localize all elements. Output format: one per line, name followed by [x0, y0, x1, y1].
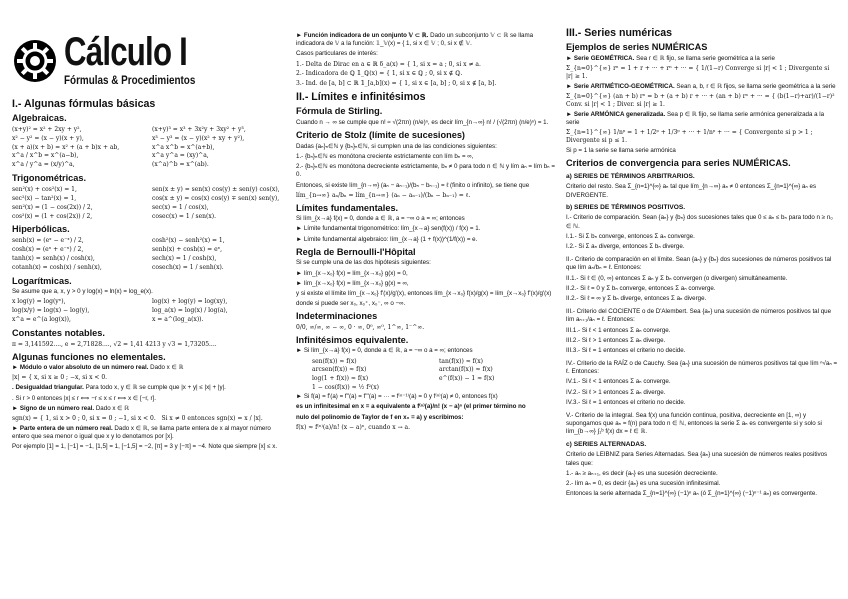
formula: sec(x) = 1 / cos(x),: [152, 203, 209, 211]
header: [12, 30, 284, 92]
leibniz-2: 1.- aₙ ≥ aₙ₊₁, es decir {aₙ} es una sucesión decreciente.: [566, 469, 718, 477]
comparison-1: I.- Criterio de comparación. Sean {aₙ} y {bₙ} dos sucesiones tales que 0 ≤ aₙ ≤ bₙ para todo n ≥ n₀ ∈ ℕ.: [566, 214, 833, 230]
triangle-title: . Desigualdad triangular.: [12, 384, 84, 392]
abs-definition: |x| = { x, si x ≥ 0 ; −x, si x < 0.: [12, 374, 108, 382]
formula: x log(y) = log(yˣ),: [12, 298, 66, 306]
hyperbolic-formulas: [12, 237, 284, 273]
heading-equivalent: Infinitésimos equivalente.: [296, 334, 409, 345]
heading-indeterminate: Indeterminaciones: [296, 311, 378, 322]
page-title: Cálculo I: [64, 29, 188, 74]
harmonic-title: ► Serie ARMÓNICA generalizada.: [566, 110, 666, 118]
heading-limits: II.- Límites e infinitésimos: [296, 91, 426, 104]
cauchy-4: IV.3.- Si ℓ = 1 entonces el criterio no decide.: [566, 398, 686, 406]
stolz-intro: Dadas {aₙ}ₙ∈ℕ y {bₙ}ₙ∈ℕ, si cumplen una de las condiciones siguientes:: [296, 142, 497, 150]
integer-part-title: ► Parte entera de un número real.: [12, 424, 113, 432]
formula: arcsen(f(x)) ≈ f(x): [312, 366, 367, 374]
formula: tan(f(x)) ≈ f(x): [439, 357, 483, 365]
indicator-text: Dado un subconjunto 𝕍 ⊂ ℝ se llama indicadora de 𝕍 a la función: 𝟙_𝕍(x) = { 1, si x ∈ 𝕍 ; 0, si x ∉ 𝕍.: [296, 32, 534, 48]
formula: cos(x ± y) = cos(x) cos(y) ∓ sen(x) sen(y),: [152, 194, 280, 202]
formula: cos²(x) = (1 + cos(2x)) / 2,: [12, 212, 93, 220]
heading-constants: Constantes notables.: [12, 328, 105, 339]
formula: x^a = e^(a log(x)),: [12, 316, 71, 324]
formula: cosh²(x) − senh²(x) = 1,: [152, 237, 225, 245]
heading-stolz: Criterio de Stolz (límite de sucesiones): [296, 130, 465, 141]
indicator-case: 2.- Indicadora de ℚ 𝟙_ℚ(x) = { 1, si x ∈ ℚ ; 0, si x ∉ ℚ.: [296, 70, 463, 78]
formula: 1 − cos(f(x)) ≈ ½ f²(x): [312, 384, 379, 392]
geometric-text: Sea r ∈ ℝ fijo, se llama serie geométrica a la serie: [636, 54, 776, 62]
heading-stirling: Fórmula de Stirling.: [296, 106, 383, 117]
formula: (x+y)³ = x³ + 3x²y + 3xy² + y³,: [152, 125, 246, 133]
fundamental-algebraic: ► Límite fundamental algebraico: lím_{x→a} (1 + f(x))^(1/f(x)) = e.: [296, 235, 478, 243]
dalembert-4: III.3.- Si ℓ = 1 entonces el criterio no decide.: [566, 346, 686, 354]
formula: cosh(x) = (eˣ + e⁻ˣ) / 2,: [12, 245, 84, 253]
formula: x^a / x^b = x^(a−b),: [12, 152, 79, 160]
taylor-line-1: ► Si f(a) = f'(a) = f''(a) = f'''(a) = ··· = f⁽ⁿ⁻¹⁾(a) = 0 y f⁽ⁿ⁾(a) ≠ 0, entonces f(x): [296, 393, 498, 401]
formula: sen²(x) + cos²(x) = 1,: [12, 185, 77, 193]
heading-series-examples: Ejemplos de series NUMÉRICAS: [566, 42, 708, 53]
indicator-title: ► Función indicadora de un conjunto 𝕍 ⊂ ℝ.: [296, 32, 429, 39]
indicator-case: 3.- Ind. de [a, b] ⊂ ℝ 𝟙_[a,b](x) = { 1, si x ∈ [a, b] ; 0, si x ∉ [a, b].: [296, 80, 497, 88]
gear-logo-icon: [12, 38, 58, 84]
heading-non-elementary: Algunas funciones no elementales.: [12, 351, 166, 362]
stolz-condition-2: 2.- {bₙ}ₙ∈ℕ es monótona decreciente estrictamente, bₙ ≠ 0 para todo n ∈ ℕ y lím aₙ = lím bₙ = 0.: [296, 163, 555, 179]
formula: log(x/y) = log(x) − log(y),: [12, 307, 90, 315]
heading-algebraic: Algebraicas.: [12, 113, 67, 124]
leibniz-4: Entonces la serie alternada Σ_{n=1}^{∞} (−1)ⁿ aₙ (ó Σ_{n=1}^{∞} (−1)ⁿ⁻¹ aₙ) es convergente.: [566, 490, 818, 498]
section-alternating: c) SERIES ALTERNADAS.: [566, 440, 647, 448]
formula: log(x) + log(y) = log(xy),: [152, 298, 228, 306]
abs-given: Dado x ∈ ℝ: [150, 364, 184, 372]
dalembert-3: III.2.- Si ℓ > 1 entonces Σ aₙ diverge.: [566, 336, 666, 344]
heading-series: III.- Series numéricas: [566, 27, 672, 39]
fundamental-intro: Si lím_{x→a} f(x) = 0, donde a ∈ ℝ, a = −∞ o a = ∞; entonces: [296, 215, 465, 223]
sign-title: ► Signo de un número real.: [12, 404, 95, 412]
limit-comparison-1: II.- Criterio de comparación en el límite. Sean {aₙ} y {bₙ} dos sucesiones de números positivos tal que lím aₙ/bₙ = ℓ. Entonces:: [566, 256, 832, 272]
formula: x^a x^b = x^(a+b),: [152, 143, 215, 151]
column-middle: [296, 8, 558, 595]
formula: cosec(x) = 1 / sen(x).: [152, 212, 216, 220]
taylor-line-2: es un infinitesimal en x = a equivalente a f⁽ⁿ⁾(a)/n! (x − a)ⁿ (el primer término no: [296, 403, 526, 411]
formula: (x+y)² = x² + 2xy + y²,: [12, 125, 82, 133]
heading-hyperbolic: Hiperbólicas.: [12, 224, 70, 235]
taylor-line-3: nulo del polinomio de Taylor de f en x₀ = a) y escribimos:: [296, 413, 464, 421]
comparison-2: I.1.- Si Σ bₙ converge, entonces Σ aₙ converge.: [566, 232, 695, 240]
stolz-result: lím_{n→∞} aₙ/bₙ = lím_{n→∞} (aₙ − aₙ₋₁)/(bₙ − bₙ₋₁) = ℓ.: [296, 191, 471, 199]
rest-criterion: Criterio del resto. Sea Σ_{n=1}^{∞} aₙ tal que lím_{n→∞} aₙ ≠ 0 entonces Σ_{n=1}^{∞} aₙ es DIVERGENTE.: [566, 183, 817, 199]
algebraic-formulas: [12, 126, 284, 171]
fundamental-trig: ► Límite fundamental trigonométrico: lím_{x→a} sen(f(x)) / f(x) = 1.: [296, 225, 481, 233]
dalembert-2: III.1.- Si ℓ < 1 entonces Σ aₙ converge.: [566, 326, 671, 334]
taylor-line-4: f(x) ≈ f⁽ⁿ⁾(a)/n! (x − a)ⁿ, cuando x → a.: [296, 423, 410, 431]
constants-text: π = 3,141592...., e = 2,71828...., √2 = 1,41 4213 y √3 = 1,73205....: [12, 340, 217, 348]
formula: x³ − y³ = (x − y)(x² + xy + y²),: [152, 134, 245, 142]
lhopital-note: donde si puede ser x₀, x₀⁺, x₀⁻, ∞ o −∞.: [296, 300, 406, 308]
integral-criterion: V.- Criterio de la integral. Sea f(x) una función continua, positiva, decreciente en [1, ∞) y supongamos que aₙ = f(n) para todo n ∈ ℕ, entonces la serie Σ aₙ es convergente si y solo si lím_{b→∞} ∫₁ᵇ f(x) dx = ℓ ∈ ℝ.: [566, 412, 822, 436]
comparison-3: I.2.- Si Σ aₙ diverge, entonces Σ bₙ diverge.: [566, 243, 685, 251]
indicator-case: 1.- Delta de Dirac en a ∈ ℝ δ_a(x) = { 1, si x = a ; 0, si x ≠ a.: [296, 60, 481, 68]
formula: sen(x ± y) = sen(x) cos(y) ± sen(y) cos(x),: [152, 185, 280, 193]
harmonic-note: Si p = 1 la serie se llama serie armónica: [566, 146, 676, 154]
integer-part-text: Dado x ∈ ℝ, se llama parte entera de x al mayor número entero que sea menor o igual que x y lo denotamos por [x].: [12, 424, 271, 440]
heading-basic-formulas: I.- Algunas fórmulas básicas: [12, 98, 156, 110]
log-formulas: [12, 298, 284, 325]
formula: log_a(x) = log(x) / log(a),: [152, 307, 228, 315]
indicator-cases: Casos particulares de interés:: [296, 50, 378, 58]
section-positive: b) SERIES DE TÉRMINOS POSITIVOS.: [566, 203, 686, 211]
log-intro: Se asume que a, x, y > 0 y log(x) = ln(x) = log_e(x).: [12, 288, 153, 296]
formula: sech(x) = 1 / cosh(x),: [152, 254, 217, 262]
cauchy-1: IV.- Criterio de la RAÍZ o de Cauchy. Sea {aₙ} una sucesión de números positivos tal que lím ⁿ√aₙ = ℓ. Entonces:: [566, 360, 838, 376]
formula: (x^a)^b = x^(ab).: [152, 161, 209, 169]
column-right: [566, 8, 838, 595]
geometric-formula: Σ_{n=0}^{∞} rⁿ = 1 + r + ··· + rⁿ + ··· = { 1/(1−r) Converge si |r| < 1 ; Divergente si |r| ≥ 1.: [566, 64, 830, 80]
column-left: [12, 8, 284, 595]
formula: log(1 + f(x)) ≈ f(x): [312, 375, 369, 383]
abs-title: ► Módulo o valor absoluto de un número real.: [12, 364, 149, 372]
equivalent-formulas: [296, 358, 558, 394]
leibniz-3: 2.- lím aₙ = 0, es decir {aₙ} es una sucesión infinitesimal.: [566, 479, 721, 487]
cauchy-3: IV.2.- Si ℓ > 1 entonces Σ aₙ diverge.: [566, 388, 666, 396]
cauchy-2: IV.1.- Si ℓ < 1 entonces Σ aₙ converge.: [566, 378, 671, 386]
harmonic-formula: Σ_{n=1}^{∞} 1/nᵖ = 1 + 1/2ᵖ + 1/3ᵖ + ··· + 1/nᵖ + ··· = { Convergente si p > 1 ; Divergente si p ≤ 1.: [566, 129, 813, 145]
heading-trigonometric: Trigonométricas.: [12, 173, 87, 184]
formula: cosech(x) = 1 / senh(x).: [152, 263, 224, 271]
formula: x^a y^a = (xy)^a,: [152, 152, 209, 160]
heading-fundamental-limits: Límites fundamentales.: [296, 202, 399, 213]
lhopital-result: y si existe el límite lím_{x→x₀} f'(x)/g'(x), entonces lím_{x→x₀} f(x)/g(x) = lím_{x→x₀} f'(x)/g'(x): [296, 289, 552, 297]
geometric-title: ► Serie GEOMÉTRICA.: [566, 54, 635, 62]
triangle-condition: . Si r > 0 entonces |x| ≤ r ⟺ −r ≤ x ≤ r ⟺ x ∈ [−r, r].: [12, 394, 156, 402]
formula: x² − y² = (x − y)(x + y),: [12, 134, 84, 142]
limit-comparison-2: II.1.- Si ℓ ∈ (0, ∞) entonces Σ aₙ y Σ bₙ convergen (o divergen) simultáneamente.: [566, 274, 788, 282]
triangle-text: Para todo x, y ∈ ℝ se cumple que |x + y| ≤ |x| + |y|.: [85, 384, 226, 392]
indeterminate-forms: 0/0, ∞/∞, ∞ − ∞, 0 · ∞, 0⁰, ∞⁰, 1^∞, 1⁻^∞.: [296, 323, 425, 331]
dalembert-1: III.- Criterio del COCIENTE o de D'Alembert. Sea {aₙ} una sucesión de números positivos tal que lím aₙ₊₁/aₙ = ℓ. Entonces:: [566, 308, 832, 324]
stolz-condition-1: 1.- {bₙ}ₙ∈ℕ es monótona creciente estrictamente con lím bₙ = ∞,: [296, 152, 474, 160]
formula: x^a / y^a = (x/y)^a,: [12, 161, 75, 169]
formula: e^(f(x)) − 1 ≈ f(x): [439, 375, 495, 383]
formula: sen(f(x)) ≈ f(x): [312, 357, 357, 365]
heading-lhopital: Regla de Bernoulli-l'Hôpital: [296, 246, 416, 257]
arith-geo-formula: Σ_{n=0}^{∞} (an + b) rⁿ = b + (a + b) r + ··· + (an + b) rⁿ + ··· = { (b(1−r)+ar)/(1−r)² Conv. si |r| < 1 ; Diver. si |r| ≥ 1.: [566, 92, 835, 108]
formula: (x + a)(x + b) = x² + (a + b)x + ab,: [12, 143, 120, 151]
sign-extra: Si x ≠ 0 entonces sgn(x) = x / |x|.: [161, 414, 263, 422]
leibniz-1: Criterio de LEIBNIZ para Series Alternadas. Sea {aₙ} una sucesión de números reales positivos tales que:: [566, 451, 828, 467]
harmonic-text: Sea p ∈ ℝ fijo, se llama serie armónica generalizada a la serie: [566, 110, 825, 126]
formula: sec²(x) − tan²(x) = 1,: [12, 194, 77, 202]
page-subtitle: Fórmulas & Procedimientos: [64, 74, 196, 87]
formula: senh(x) + cosh(x) = eˣ,: [152, 245, 223, 253]
formula: tanh(x) = senh(x) / cosh(x),: [12, 254, 95, 262]
section-arbitrary: a) SERIES DE TÉRMINOS ARBITRARIOS.: [566, 172, 695, 180]
sign-definition: sgn(x) = { 1, si x > 0 ; 0, si x = 0 ; −1, si x < 0.: [12, 414, 156, 422]
lhopital-hypothesis-1: ► lím_{x→x₀} f(x) = lím_{x→x₀} g(x) = 0,: [296, 269, 408, 277]
lhopital-hypothesis-2: ► lím_{x→x₀} f(x) = lím_{x→x₀} g(x) = ∞,: [296, 279, 409, 287]
limit-comparison-3: II.2.- Si ℓ = 0 y Σ bₙ converge, entonces Σ aₙ converge.: [566, 284, 716, 292]
sign-given: Dado x ∈ ℝ: [95, 404, 130, 412]
heading-logarithmic: Logarítmicas.: [12, 275, 72, 286]
formula: arctan(f(x)) ≈ f(x): [439, 366, 493, 374]
formula: x = a^(log_a(x)).: [152, 316, 204, 324]
trig-formulas: [12, 186, 284, 222]
limit-comparison-4: II.2.- Si ℓ = ∞ y Σ bₙ diverge, entonces Σ aₙ diverge.: [566, 294, 707, 302]
arith-geo-text: Sean a, b, r ∈ ℝ fijos, se llama serie geométrica a la serie: [676, 82, 836, 90]
stolz-then: Entonces, si existe lím_{n→∞} (aₙ − aₙ₋₁)/(bₙ − bₙ₋₁) = ℓ (finito o infinito), se tiene que: [296, 181, 530, 189]
lhopital-intro: Si se cumple una de las dos hipótesis siguientes:: [296, 259, 431, 267]
heading-criteria: Criterios de convergencia para series NUMÉRICAS.: [566, 158, 791, 169]
formula: cotanh(x) = cosh(x) / senh(x),: [12, 263, 102, 271]
stirling-text: Cuando n → ∞ se cumple que n! ≈ √(2πn) (n/e)ⁿ, es decir lím_{n→∞} n! / (√(2πn) (n/e)ⁿ) = 1.: [296, 119, 549, 127]
integer-part-example: Por ejemplo [1] = 1, [−1] = −1, [1,5] = 1, [−1,5] = −2, [π] = 3 y [−π] = −4. Note que siempre [x] ≤ x.: [12, 443, 278, 451]
equivalent-intro: ► Si lím_{x→a} f(x) = 0, donde a ∈ ℝ, a = −∞ o a = ∞; entonces: [296, 347, 473, 355]
formula: senh(x) = (eˣ − e⁻ˣ) / 2,: [12, 237, 84, 245]
formula: sen²(x) = (1 − cos(2x)) / 2,: [12, 203, 93, 211]
arith-geo-title: ► Serie ARITMÉTICO-GEOMÉTRICA.: [566, 82, 675, 90]
